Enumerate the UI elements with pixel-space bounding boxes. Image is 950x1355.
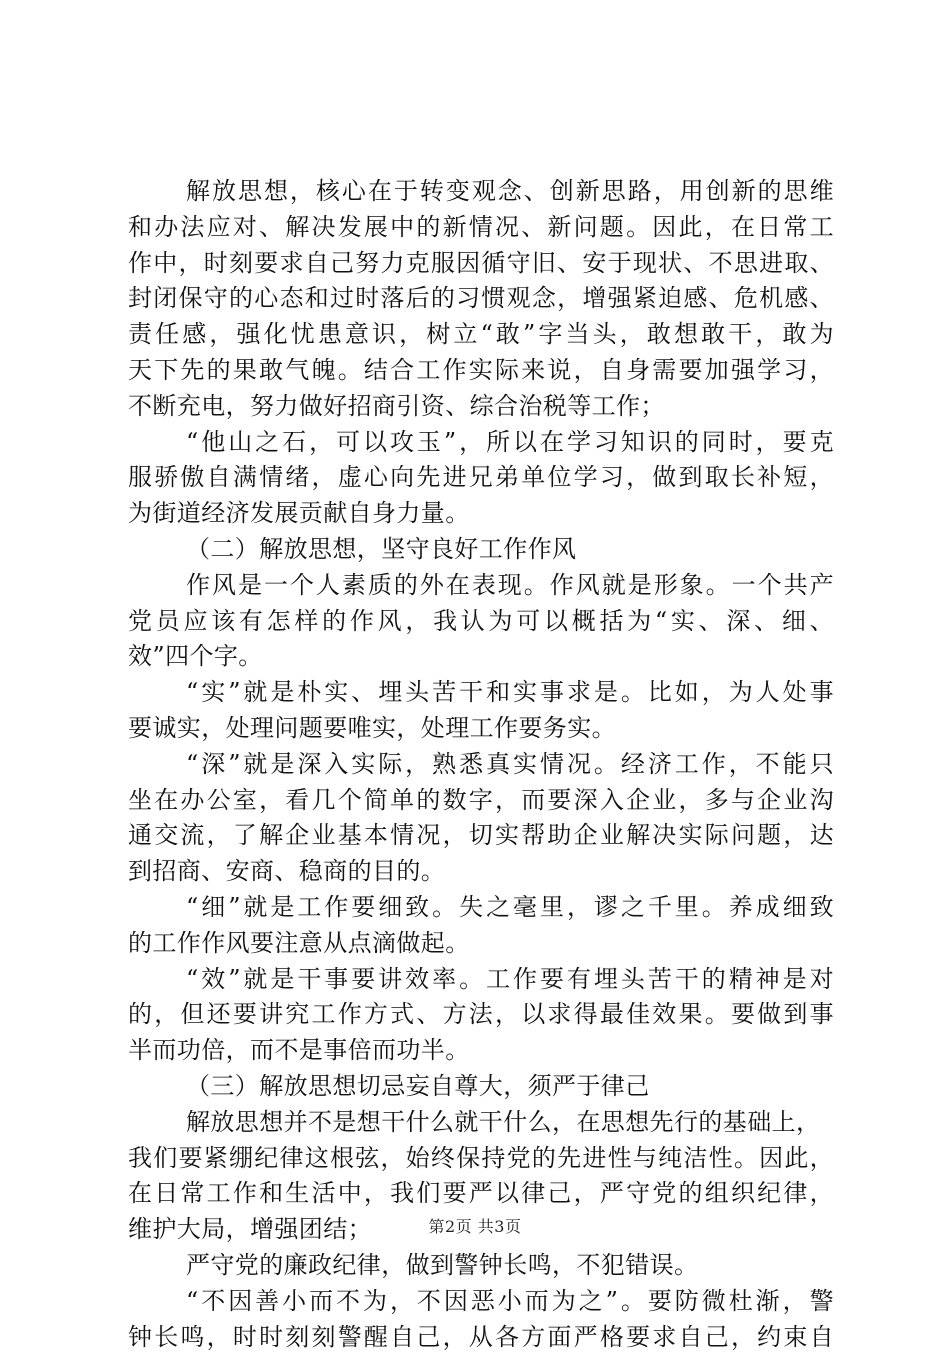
text-line: 要诚实，处理问题要唯实，处理工作要务实。 [128, 711, 834, 747]
text-line: 天下先的果敢气魄。结合工作实际来说，自身需要加强学习， [128, 353, 834, 389]
text-line: 在日常工作和生活中，我们要严以律己，严守党的组织纪律， [128, 1176, 834, 1212]
text-line: 钟长鸣，时时刻刻警醒自己，从各方面严格要求自己，约束自 [128, 1320, 834, 1355]
text-line: “不因善小而不为，不因恶小而为之”。要防微杜渐，警 [128, 1284, 834, 1320]
text-line: 党员应该有怎样的作风，我认为可以概括为“实、深、细、 [128, 604, 834, 640]
text-line: 维护大局，增强团结； [128, 1212, 834, 1248]
text-line: “细”就是工作要细致。失之毫里，谬之千里。养成细致 [128, 890, 834, 926]
text-line: 解放思想并不是想干什么就干什么，在思想先行的基础上， [128, 1105, 834, 1141]
text-line: 半而功倍，而不是事倍而功半。 [128, 1033, 834, 1069]
text-line: “实”就是朴实、埋头苦干和实事求是。比如，为人处事 [128, 675, 834, 711]
page-footer: 第2页 共3页 [0, 1214, 950, 1237]
text-line: 不断充电，努力做好招商引资、综合治税等工作； [128, 389, 834, 425]
text-line: 到招商、安商、稳商的目的。 [128, 854, 834, 890]
text-line: “效”就是干事要讲效率。工作要有埋头苦干的精神是对 [128, 962, 834, 998]
text-line: 严守党的廉政纪律，做到警钟长鸣，不犯错误。 [128, 1248, 834, 1284]
text-line: 为街道经济发展贡献自身力量。 [128, 496, 834, 532]
text-line: 作风是一个人素质的外在表现。作风就是形象。一个共产 [128, 568, 834, 604]
text-line: （二）解放思想，坚守良好工作作风 [128, 532, 834, 568]
text-line: 的工作作风要注意从点滴做起。 [128, 926, 834, 962]
text-line: 服骄傲自满情绪，虚心向先进兄弟单位学习，做到取长补短， [128, 460, 834, 496]
text-line: “深”就是深入实际，熟悉真实情况。经济工作，不能只 [128, 747, 834, 783]
text-line: 的，但还要讲究工作方式、方法，以求得最佳效果。要做到事 [128, 997, 834, 1033]
text-line: 和办法应对、解决发展中的新情况、新问题。因此，在日常工 [128, 210, 834, 246]
text-line: 封闭保守的心态和过时落后的习惯观念，增强紧迫感、危机感、 [128, 281, 834, 317]
text-line: 我们要紧绷纪律这根弦，始终保持党的先进性与纯洁性。因此， [128, 1141, 834, 1177]
text-line: 解放思想，核心在于转变观念、创新思路，用创新的思维 [128, 174, 834, 210]
text-line: 效”四个字。 [128, 639, 834, 675]
text-line: 责任感，强化忧患意识，树立“敢”字当头，敢想敢干，敢为 [128, 317, 834, 353]
text-line: 作中，时刻要求自己努力克服因循守旧、安于现状、不思进取、 [128, 246, 834, 282]
text-line: “他山之石，可以攻玉”，所以在学习知识的同时，要克 [128, 425, 834, 461]
document-body [128, 174, 834, 1355]
text-line: 通交流，了解企业基本情况，切实帮助企业解决实际问题，达 [128, 818, 834, 854]
text-line: 坐在办公室，看几个简单的数字，而要深入企业，多与企业沟 [128, 783, 834, 819]
text-line: （三）解放思想切忌妄自尊大，须严于律己 [128, 1069, 834, 1105]
